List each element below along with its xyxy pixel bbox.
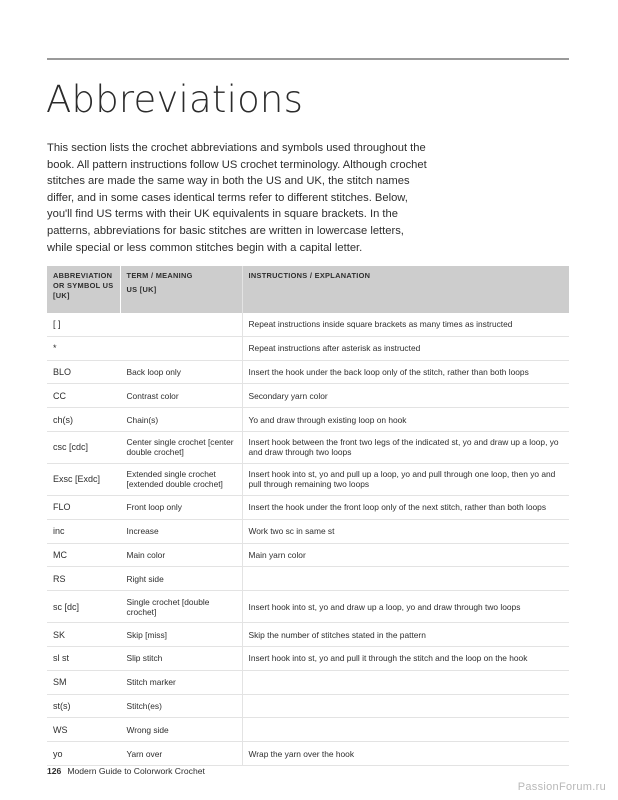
header-abbreviation — [47, 266, 120, 313]
table-row — [47, 670, 569, 694]
top-rule — [47, 58, 569, 60]
cell-term: Front loop only — [120, 495, 242, 519]
table-body — [47, 313, 569, 765]
cell-instructions: Skip the number of stitches stated in the pattern — [242, 623, 569, 647]
cell-abbreviation: ch(s) — [47, 408, 120, 432]
table-header-row — [47, 266, 569, 313]
intro-paragraph: This section lists the crochet abbreviations and symbols used throughout the book. All pattern instructions follow US crochet terminology. Although crochet stitches are made the same way in both the US and UK, the stitch names differ, and in some cases identical terms refer to different stitches. Below, you'll find US terms with their UK equivalents in square brackets. In the patterns, abbreviations for basic stitches are written in lowercase letters, while special or less common stitches begin with a capital letter. — [47, 142, 427, 254]
abbreviations-table — [47, 266, 569, 766]
header-abbreviation-line2: [UK] — [53, 291, 70, 300]
table-row — [47, 463, 569, 495]
cell-term: Skip [miss] — [120, 623, 242, 647]
watermark: PassionForum.ru — [517, 781, 606, 793]
table-row — [47, 718, 569, 742]
cell-abbreviation: SK — [47, 623, 120, 647]
page-number: 126 — [47, 766, 62, 776]
table-row — [47, 313, 569, 336]
page-footer — [47, 766, 205, 776]
cell-abbreviation: WS — [47, 718, 120, 742]
cell-term: Chain(s) — [120, 408, 242, 432]
cell-instructions — [242, 718, 569, 742]
header-term-line2: US [UK] — [126, 285, 157, 294]
cell-term — [120, 313, 242, 336]
cell-term: Contrast color — [120, 384, 242, 408]
table-row — [47, 742, 569, 766]
cell-abbreviation: FLO — [47, 495, 120, 519]
cell-instructions: Insert the hook under the front loop only of the next stitch, rather than both loops — [242, 495, 569, 519]
cell-abbreviation: yo — [47, 742, 120, 766]
cell-abbreviation: RS — [47, 567, 120, 591]
cell-instructions: Insert the hook under the back loop only of the stitch, rather than both loops — [242, 360, 569, 384]
cell-abbreviation: inc — [47, 519, 120, 543]
table-row — [47, 519, 569, 543]
cell-abbreviation: BLO — [47, 360, 120, 384]
table-row — [47, 336, 569, 360]
cell-abbreviation: csc [cdc] — [47, 431, 120, 463]
table-row — [47, 360, 569, 384]
header-abbreviation-line1: ABBREVIATION OR SYMBOL US — [53, 271, 114, 290]
cell-term: Single crochet [double crochet] — [120, 591, 242, 623]
table-row — [47, 384, 569, 408]
page-title: Abbreviations — [46, 78, 304, 121]
cell-instructions: Insert hook between the front two legs of the indicated st, yo and draw up a loop, yo and draw through two loops — [242, 431, 569, 463]
cell-instructions — [242, 567, 569, 591]
table-row — [47, 567, 569, 591]
cell-abbreviation: sc [dc] — [47, 591, 120, 623]
cell-instructions: Insert hook into st, yo and pull it through the stitch and the loop on the hook — [242, 646, 569, 670]
cell-term — [120, 336, 242, 360]
cell-term: Main color — [120, 543, 242, 567]
table-row — [47, 623, 569, 647]
table-row — [47, 646, 569, 670]
cell-term: Extended single crochet [extended double crochet] — [120, 463, 242, 495]
table-row — [47, 543, 569, 567]
cell-term: Wrong side — [120, 718, 242, 742]
header-term-line1: TERM / MEANING — [126, 271, 193, 280]
cell-term: Yarn over — [120, 742, 242, 766]
cell-abbreviation: MC — [47, 543, 120, 567]
cell-term: Increase — [120, 519, 242, 543]
cell-abbreviation: Exsc [Exdc] — [47, 463, 120, 495]
book-title: Modern Guide to Colorwork Crochet — [67, 766, 205, 776]
header-term — [120, 266, 242, 313]
cell-term: Right side — [120, 567, 242, 591]
cell-abbreviation: [ ] — [47, 313, 120, 336]
cell-instructions: Secondary yarn color — [242, 384, 569, 408]
cell-instructions: Repeat instructions inside square brackets as many times as instructed — [242, 313, 569, 336]
cell-term: Stitch marker — [120, 670, 242, 694]
cell-abbreviation: * — [47, 336, 120, 360]
cell-term: Back loop only — [120, 360, 242, 384]
cell-abbreviation: st(s) — [47, 694, 120, 718]
header-instructions — [242, 266, 569, 313]
cell-abbreviation: SM — [47, 670, 120, 694]
cell-instructions: Main yarn color — [242, 543, 569, 567]
table-row — [47, 495, 569, 519]
table-row — [47, 591, 569, 623]
cell-instructions: Insert hook into st, yo and pull up a loop, yo and pull through one loop, then yo and pull through remaining two loops — [242, 463, 569, 495]
cell-abbreviation: CC — [47, 384, 120, 408]
cell-term: Center single crochet [center double crochet] — [120, 431, 242, 463]
cell-instructions: Yo and draw through existing loop on hook — [242, 408, 569, 432]
table-row — [47, 694, 569, 718]
cell-instructions — [242, 670, 569, 694]
table-row — [47, 431, 569, 463]
cell-instructions: Insert hook into st, yo and draw up a loop, yo and draw through two loops — [242, 591, 569, 623]
cell-instructions: Wrap the yarn over the hook — [242, 742, 569, 766]
header-instructions-line1: INSTRUCTIONS / EXPLANATION — [248, 271, 371, 280]
cell-instructions — [242, 694, 569, 718]
cell-abbreviation: sl st — [47, 646, 120, 670]
table-row — [47, 408, 569, 432]
cell-instructions: Repeat instructions after asterisk as instructed — [242, 336, 569, 360]
cell-instructions: Work two sc in same st — [242, 519, 569, 543]
cell-term: Stitch(es) — [120, 694, 242, 718]
cell-term: Slip stitch — [120, 646, 242, 670]
